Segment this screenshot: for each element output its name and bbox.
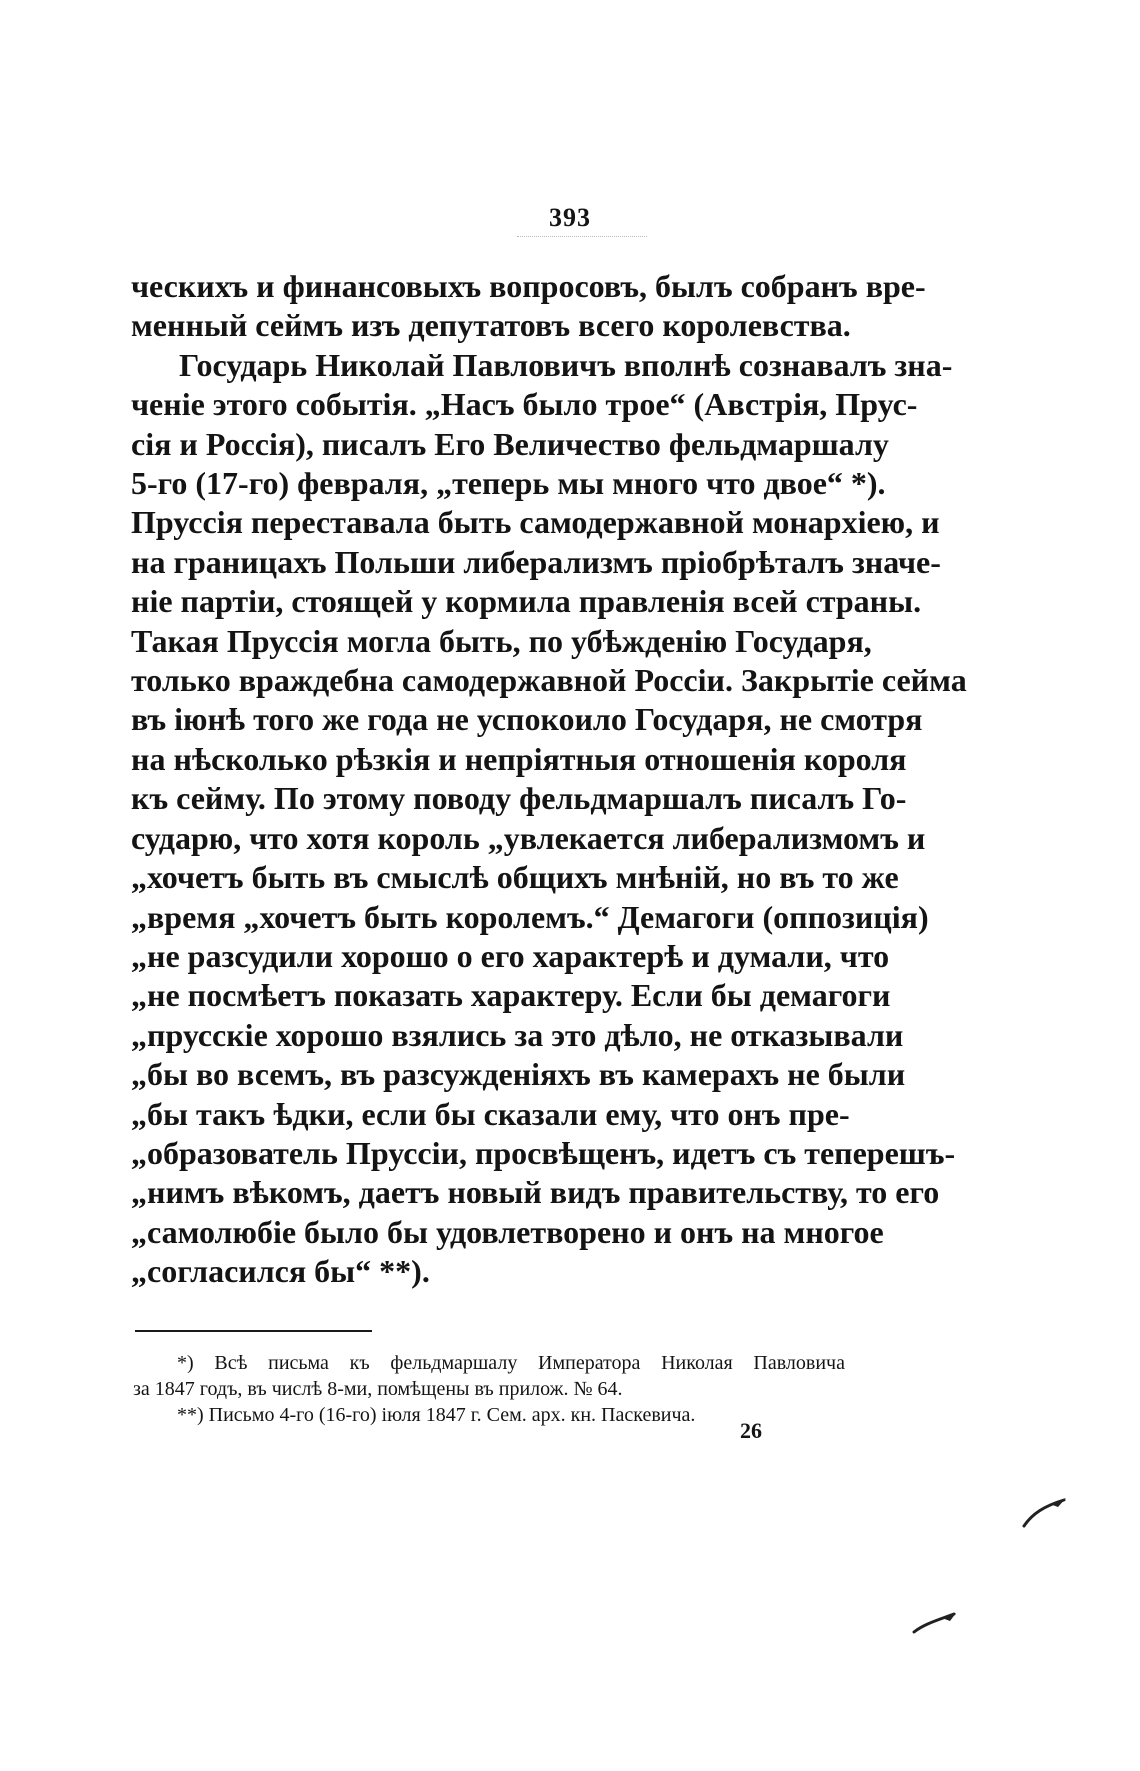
text-line: „прусскіе хорошо взялись за это дѣло, не отказывали — [131, 1016, 904, 1053]
text-line: Такая Пруссія могла быть, по убѣжденію Государя, — [131, 622, 872, 659]
text-line: „образователь Пруссіи, просвѣщенъ, идетъ съ теперешъ- — [131, 1134, 956, 1171]
text-line: въ іюнѣ того же года не успокоило Государя, не смотря — [131, 701, 923, 738]
footnotes — [133, 1350, 845, 1428]
text-line: „бы во всемъ, въ разсужденіяхъ въ камерахъ не были — [131, 1056, 906, 1093]
text-line: „не разсудили хорошо о его характерѣ и думали, что — [131, 937, 890, 974]
text-line: „хочетъ быть въ смыслѣ общихъ мнѣній, но въ то же — [131, 859, 899, 896]
main-text — [131, 267, 967, 1292]
text-line: „бы такъ ѣдки, если бы сказали ему, что онъ пре- — [131, 1095, 850, 1132]
ink-stroke-mark — [910, 1608, 960, 1638]
text-line: „самолюбіе было бы удовлетворено и онъ на многое — [131, 1213, 884, 1250]
page-number-text: 393 — [549, 203, 591, 232]
text-line: менный сеймъ изъ депутатовъ всего королевства. — [131, 307, 851, 344]
footnote-divider — [135, 1330, 372, 1332]
text-line: Пруссія переставала быть самодержавной монархіею, и — [131, 504, 940, 541]
footnote-line: **) Письмо 4-го (16-го) іюля 1847 г. Сем. арх. кн. Паскевича. — [177, 1404, 696, 1426]
footnote-line: за 1847 годъ, въ числѣ 8-ми, помѣщены въ прилож. № 64. — [133, 1378, 623, 1400]
text-line: ченіе этого событія. „Насъ было трое“ (Австрія, Прус- — [131, 386, 918, 423]
text-line: „согласился бы“ **). — [131, 1253, 430, 1290]
text-line: „нимъ вѣкомъ, даетъ новый видъ правительству, то его — [131, 1174, 940, 1211]
ink-stroke-mark — [1020, 1492, 1070, 1532]
print-dots — [517, 236, 647, 237]
text-line: Государь Николай Павловичъ вполнѣ сознавалъ зна- — [179, 346, 953, 383]
text-line: „не посмѣетъ показать характеру. Если бы демагоги — [131, 977, 891, 1014]
text-line: сударю, что хотя король „увлекается либерализмомъ и — [131, 819, 926, 856]
text-line: ніе партіи, стоящей у кормила правленія всей страны. — [131, 583, 922, 620]
footnote-line: *) Всѣ письма къ фельдмаршалу Императора Николая Павловича — [177, 1352, 845, 1374]
text-line: сія и Россія), писалъ Его Величество фельдмаршалу — [131, 425, 889, 462]
page-number — [0, 203, 1140, 234]
text-line: на нѣсколько рѣзкія и непріятныя отношенія короля — [131, 740, 907, 777]
text-line: 5-го (17-го) февраля, „теперь мы много что двое“ *). — [131, 465, 886, 502]
text-line: только враждебна самодержавной Россіи. Закрытіе сейма — [131, 662, 967, 699]
text-line: на границахъ Польши либерализмъ пріобрѣталъ значе- — [131, 543, 941, 580]
text-line: ческихъ и финансовыхъ вопросовъ, былъ собранъ вре- — [131, 268, 926, 304]
text-line: „время „хочетъ быть королемъ.“ Демагоги (оппозиція) — [131, 898, 929, 935]
text-line: къ сейму. По этому поводу фельдмаршалъ писалъ Го- — [131, 780, 907, 817]
signature-mark: 26 — [740, 1418, 762, 1443]
